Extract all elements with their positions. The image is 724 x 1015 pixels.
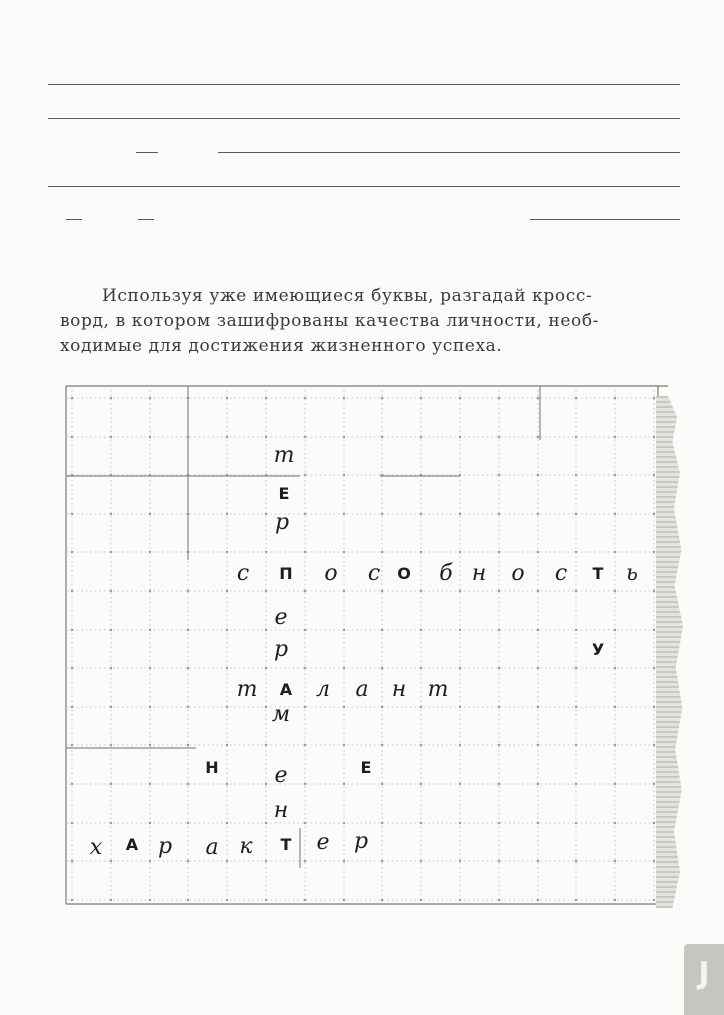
vertical-letter: р — [274, 510, 290, 535]
vertical-letter: Е — [278, 484, 290, 503]
vertical-letter: н — [273, 798, 289, 823]
talant-letter: л — [315, 677, 330, 702]
extra-letter: У — [591, 640, 605, 659]
sposobnost-letter: н — [471, 561, 487, 586]
vertical-letter: т — [273, 443, 295, 468]
sposobnost-letter: о — [511, 561, 525, 586]
kharakter-letter: а — [205, 835, 219, 860]
page-corner-mark: J — [684, 944, 724, 1015]
vertical-letter: м — [271, 702, 291, 727]
sposobnost-letter: О — [397, 564, 411, 583]
talant-letter: т — [427, 677, 449, 702]
extra-letter: Е — [360, 758, 372, 777]
sposobnost-letter: б — [439, 561, 453, 586]
kharakter-letter: Т — [280, 835, 292, 854]
crossword-solid-segments — [66, 386, 540, 868]
sposobnost-letter: с — [367, 561, 381, 586]
sposobnost-letter: с — [554, 561, 568, 586]
kharakter-letter: е — [316, 830, 330, 855]
extra-letter: Н — [205, 758, 219, 777]
instructions-line-3: ходимые для достижения жизненного успеха. — [60, 336, 503, 356]
talant-letter: т — [236, 677, 258, 702]
talant-letter: а — [355, 677, 369, 702]
sposobnost-letter: с — [236, 561, 250, 586]
instructions-line-1: Используя уже имеющиеся буквы, разгадай кросс- — [102, 286, 593, 306]
sposobnost-letter: Т — [592, 564, 604, 583]
kharakter-letter: к — [239, 834, 253, 859]
kharakter-letter: р — [353, 829, 369, 854]
sposobnost-letter: о — [324, 561, 338, 586]
kharakter-letter: х — [89, 835, 103, 860]
talant-letter: н — [391, 677, 407, 702]
vertical-letter: е — [274, 605, 288, 630]
vertical-letter: р — [273, 637, 289, 662]
vertical-letter: е — [274, 763, 288, 788]
sposobnost-letter: ь — [626, 561, 638, 586]
kharakter-letter: р — [157, 834, 173, 859]
instructions-line-2: ворд, в котором зашифрованы качества личности, необ- — [60, 311, 600, 331]
kharakter-letter: А — [125, 835, 139, 854]
talant-letter: А — [279, 680, 293, 699]
sposobnost-letter: П — [279, 564, 293, 583]
